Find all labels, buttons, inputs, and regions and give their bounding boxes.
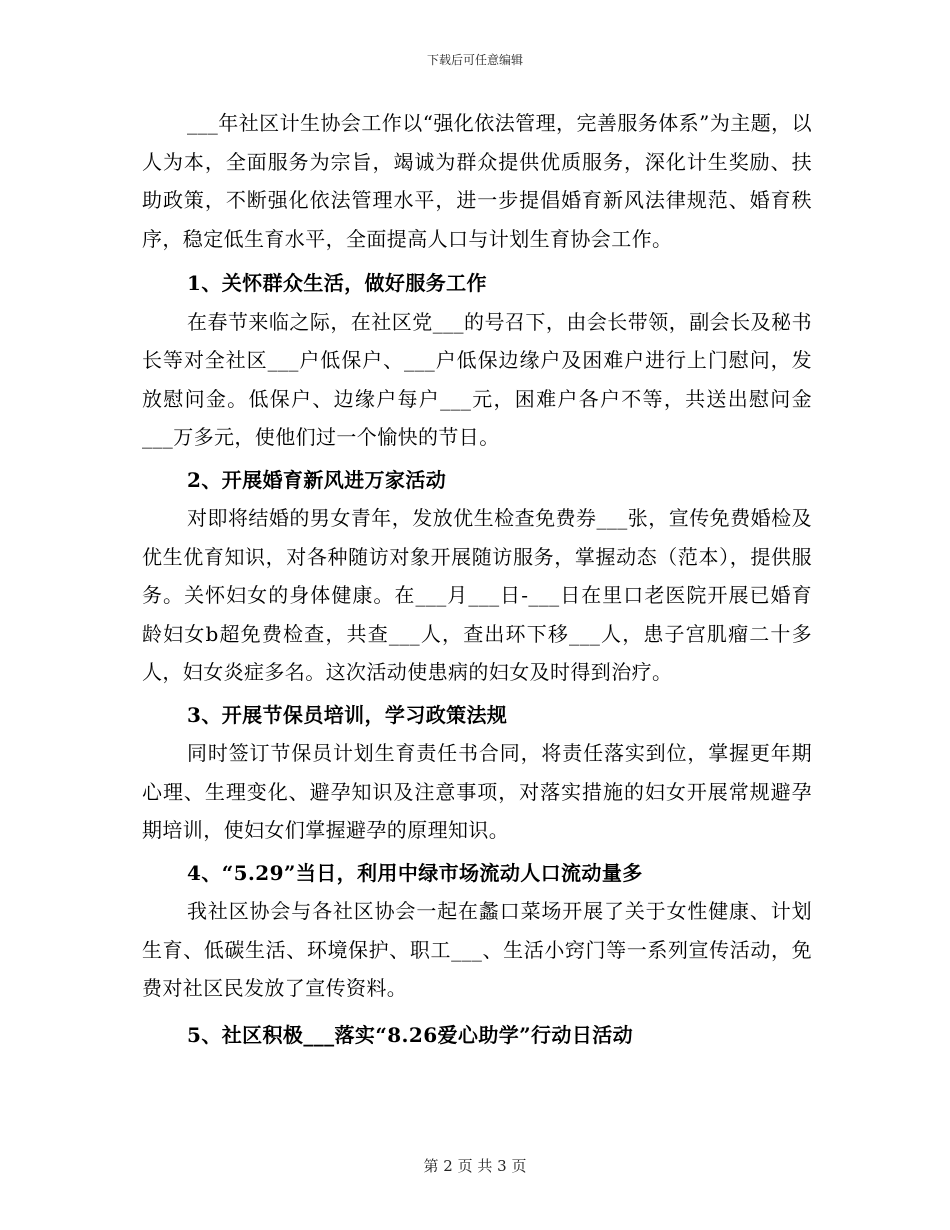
section-body-3: 同时签订节保员计划生育责任书合同，将责任落实到位，掌握更年期心理、生理变化、避孕知识及注意事项，对落实措施的妇女开展常规避孕期培训，使妇女们掌握避孕的原理知识。 bbox=[142, 741, 812, 842]
section-heading-2: 2、开展婚育新风进万家活动 bbox=[187, 467, 447, 492]
section-heading-4: 4、“5.29”当日，利用中绿市场流动人口流动量多 bbox=[187, 860, 643, 885]
document-body bbox=[142, 104, 812, 1054]
page-header: 下载后可任意编辑 bbox=[426, 53, 523, 67]
section-heading-3: 3、开展节保员培训，学习政策法规 bbox=[187, 702, 508, 727]
section-body-2: 对即将结婚的男女青年，发放优生检查免费券___张，宣传免费婚检及优生优育知识，对各种随访对象开展随访服务，掌握动态（范本），提供服务。关怀妇女的身体健康。在___月___日-___日在里口老医院开展已婚育龄妇女b超免费检查，共查___人，查出环下移___人，患子宫肌瘤二十多人，妇女炎症多名。这次活动使患病的妇女及时得到治疗。 bbox=[142, 506, 812, 684]
intro-paragraph: ___年社区计生协会工作以“强化依法管理，完善服务体系”为主题，以人为本，全面服务为宗旨，竭诚为群众提供优质服务，深化计生奖励、扶助政策，不断强化依法管理水平，进一步提倡婚育新风法律规范、婚育秩序，稳定低生育水平，全面提高人口与计划生育协会工作。 bbox=[142, 111, 812, 251]
section-body-1: 在春节来临之际，在社区党___的号召下，由会长带领，副会长及秘书长等对全社区___户低保户、___户低保边缘户及困难户进行上门慰问，发放慰问金。低保户、边缘户每户___元，困难户各户不等，共送出慰问金___万多元，使他们过一个愉快的节日。 bbox=[142, 309, 812, 449]
page-footer: 第 2 页 共 3 页 bbox=[423, 1157, 527, 1175]
section-heading-5: 5、社区积极___落实“8.26爱心助学”行动日活动 bbox=[187, 1022, 634, 1047]
section-heading-1: 1、关怀群众生活，做好服务工作 bbox=[187, 271, 487, 295]
section-body-4: 我社区协会与各社区协会一起在蠡口菜场开展了关于女性健康、计划生育、低碳生活、环境保护、职工___、生活小窍门等一系列宣传活动，免费对社区民发放了宣传资料。 bbox=[142, 899, 812, 1000]
